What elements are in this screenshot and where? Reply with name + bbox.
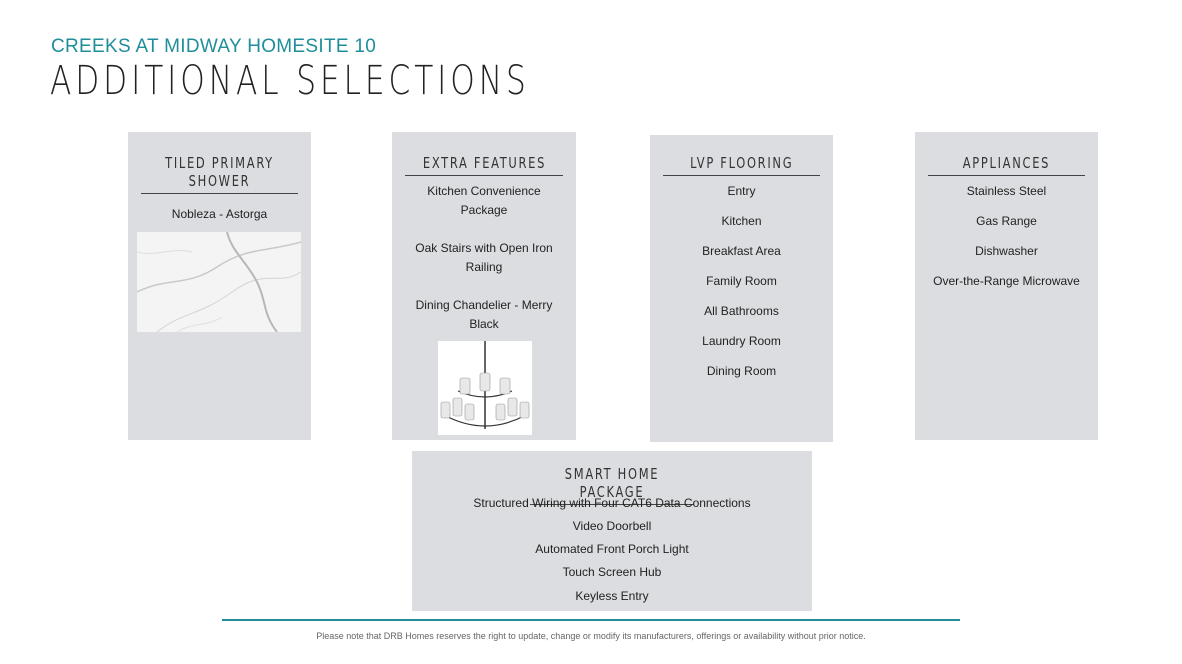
marble-tile-image — [137, 232, 301, 332]
card-title: EXTRA FEATURES — [405, 154, 563, 176]
footer-disclaimer: Please note that DRB Homes reserves the right to update, change or modify its manufacturers, offerings or availability without prior notice. — [316, 631, 866, 641]
page-title: ADDITIONAL SELECTIONS — [50, 58, 530, 104]
card-title: LVP FLOORING — [663, 154, 820, 176]
list-item: Dining Room — [706, 364, 777, 378]
list-item: Kitchen Convenience Package — [427, 184, 541, 217]
card-title: SMART HOME PACKAGE — [530, 465, 694, 505]
list-item: Dishwasher — [975, 244, 1038, 258]
list-item: Kitchen — [721, 214, 762, 228]
card-tiled-primary-shower — [128, 132, 311, 440]
community-subtitle: CREEKS AT MIDWAY HOMESITE 10 — [51, 36, 377, 57]
card-extra-features — [392, 132, 576, 440]
footer-divider — [222, 619, 960, 621]
list-item: Breakfast Area — [702, 244, 781, 258]
list-item: Touch Screen Hub — [562, 565, 662, 579]
list-item: Family Room — [706, 274, 777, 288]
list-item: Laundry Room — [702, 334, 781, 348]
card-title: APPLIANCES — [928, 154, 1085, 176]
list-item: Automated Front Porch Light — [535, 542, 689, 556]
list-item: Dining Chandelier - Merry Black — [415, 298, 553, 331]
list-item: Entry — [727, 184, 756, 198]
list-item: Gas Range — [976, 214, 1037, 228]
card-smart-home-package — [412, 451, 812, 611]
card-lvp-flooring — [650, 135, 833, 442]
list-item: Oak Stairs with Open Iron Railing — [415, 241, 553, 274]
card-title: TILED PRIMARY SHOWER — [141, 154, 298, 194]
list-item: Video Doorbell — [572, 519, 652, 533]
list-item: Keyless Entry — [575, 589, 649, 603]
list-item: Over-the-Range Microwave — [933, 274, 1080, 288]
list-item: All Bathrooms — [704, 304, 779, 318]
list-item: Structured Wiring with Four CAT6 Data Connections — [473, 496, 751, 510]
card-appliances — [915, 132, 1098, 440]
list-item: Stainless Steel — [966, 184, 1047, 198]
chandelier-image — [438, 341, 532, 435]
list-item: Nobleza - Astorga — [171, 207, 268, 221]
